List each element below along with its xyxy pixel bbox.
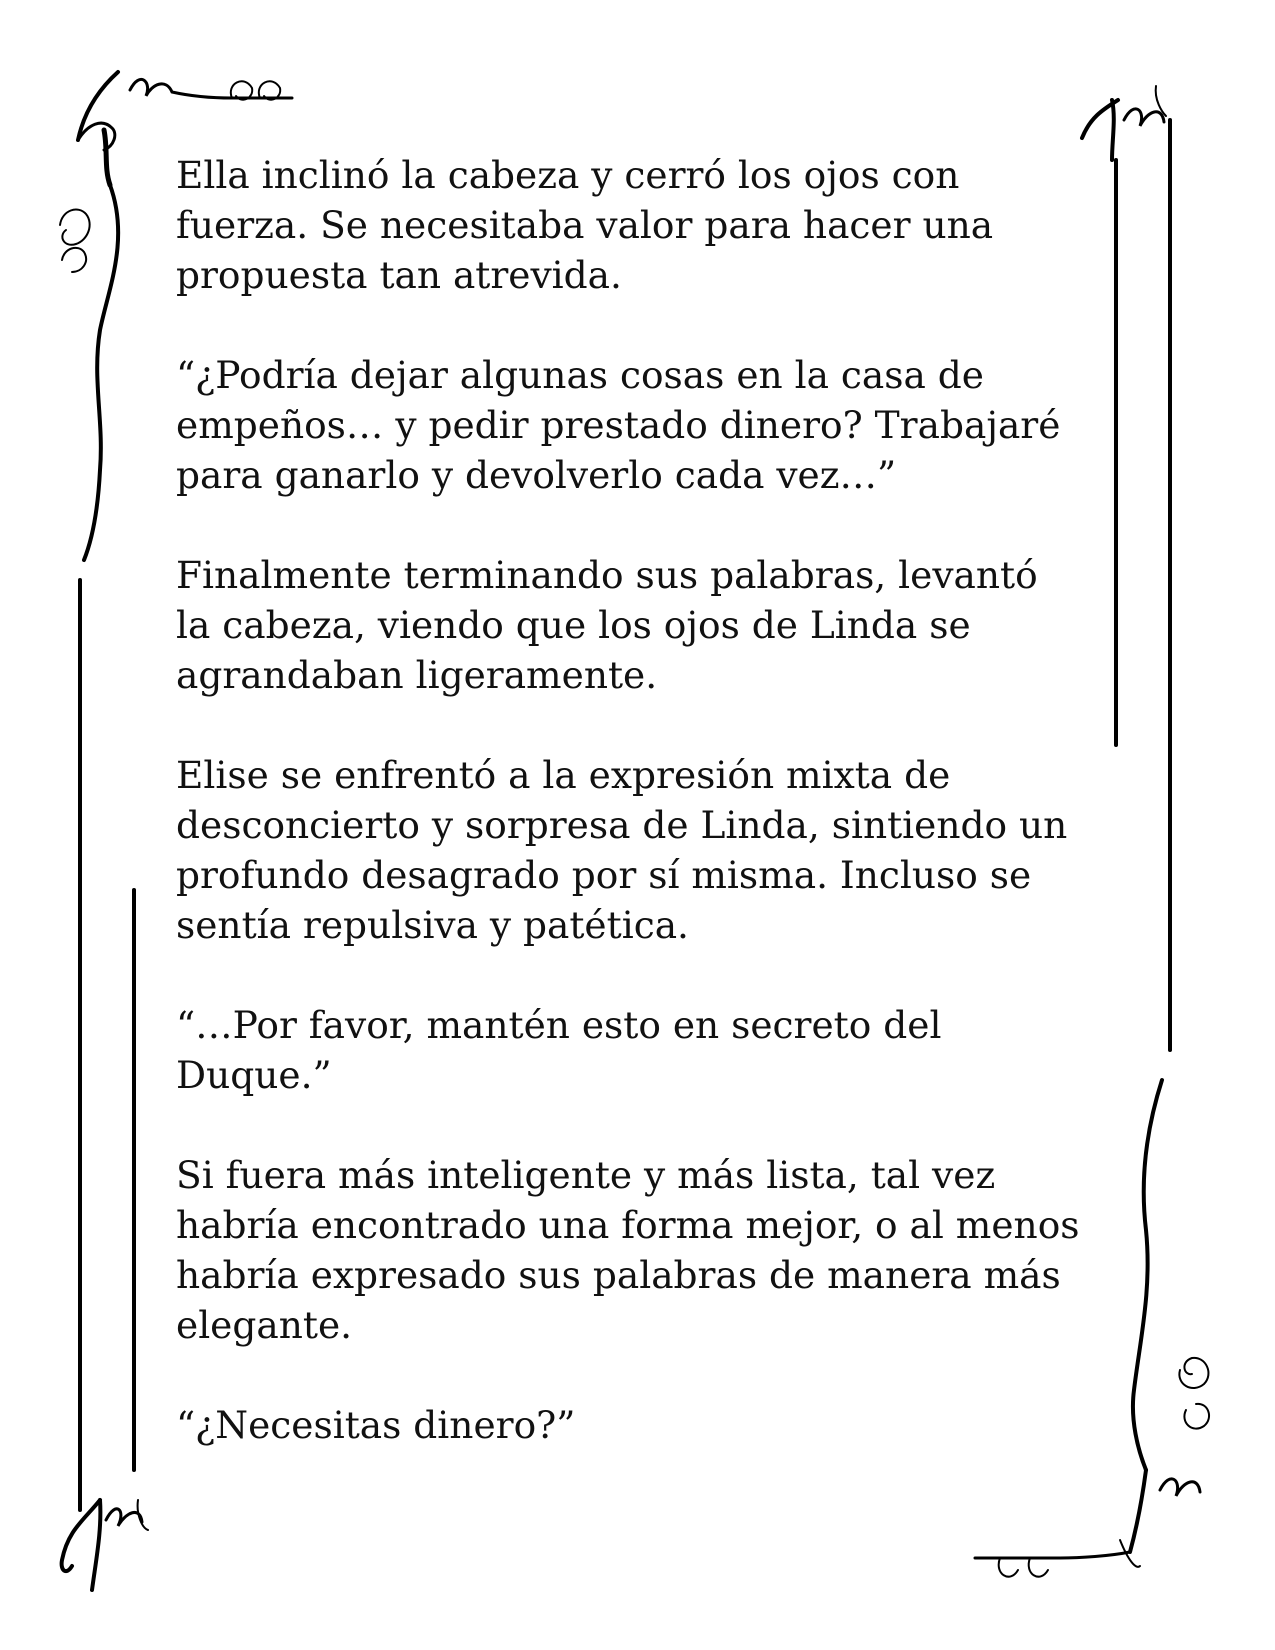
paragraph: Finalmente terminando sus palabras, levantó la cabeza, viendo que los ojos de Linda se agrandaban ligeramente.: [176, 553, 1038, 697]
paragraph: Ella inclinó la cabeza y cerró los ojos con fuerza. Se necesitaba valor para hacer una propuesta tan atrevida.: [176, 153, 994, 297]
paragraph: Si fuera más inteligente y más lista, tal vez habría encontrado una forma mejor, o al menos habría expresado sus palabras de manera más elegante.: [176, 1153, 1080, 1347]
paragraph: “¿Necesitas dinero?”: [176, 1403, 576, 1447]
paragraph: “…Por favor, mantén esto en secreto del Duque.”: [176, 1003, 942, 1097]
bottom-left-flourish: [62, 1500, 148, 1590]
story-text: [176, 150, 1096, 1500]
paragraph: “¿Podría dejar algunas cosas en la casa de empeños… y pedir prestado dinero? Trabajaré para ganarlo y devolverlo cada vez…”: [176, 353, 1061, 497]
paragraph: Elise se enfrentó a la expresión mixta de desconcierto y sorpresa de Linda, sintiendo un profundo desagrado por sí misma. Incluso se sentía repulsiva y patética.: [176, 753, 1068, 947]
top-right-flourish: [1082, 86, 1166, 160]
